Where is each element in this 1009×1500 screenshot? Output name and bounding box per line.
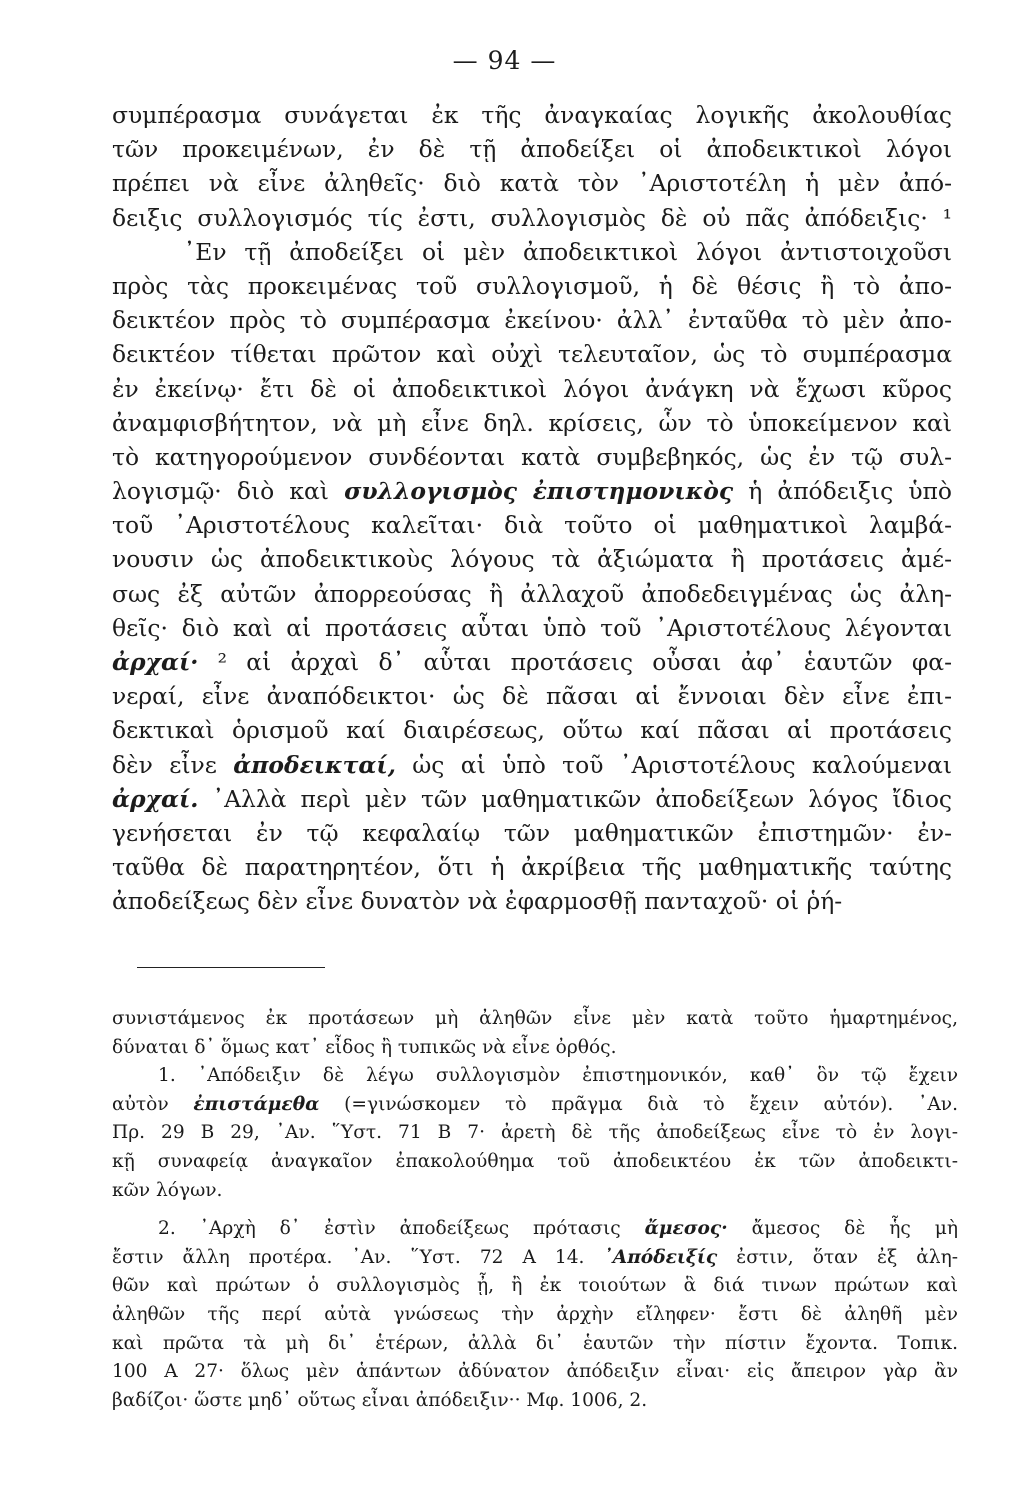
body-line <box>112 748 952 782</box>
footnotes <box>112 1005 958 1415</box>
body-line: γενήσεται ἐν τῷ κεφαλαίῳ τῶν μαθηματικῶν ἐπιστημῶν· ἐν- <box>112 818 952 847</box>
note-line: θῶν καὶ πρώτων ὁ συλλογισμὸς ᾖ, ἢ ἐκ τοιούτων ἃ διά τινων πρώτων καὶ <box>112 1275 958 1297</box>
note-line: κῇ συναφείᾳ ἀναγκαῖον ἐπακολούθημα τοῦ ἀποδεικτέου ἐκ τῶν ἀποδεικτι- <box>112 1150 958 1172</box>
note-line: κῶν λόγων. <box>112 1179 223 1201</box>
note-line: 100 Α 27· ὅλως μὲν ἁπάντων ἀδύνατον ἀπόδειξιν εἶναι· εἰς ἄπειρον γὰρ ἂν <box>112 1361 958 1383</box>
body-text-span: δὲν εἶνε <box>112 750 234 779</box>
body-line: δεικτέον πρὸς τὸ συμπέρασμα ἐκείνου· ἀλλ᾽ ἐνταῦθα τὸ μὲν ἀπο- <box>112 306 952 335</box>
note-line: βαδίζοι· ὥστε μηδ᾽ οὕτως εἶναι ἀπόδειξιν·· Μφ. 1006, 2. <box>112 1389 648 1411</box>
note-text-span: ἄμεσος δὲ ἧς μὴ <box>727 1218 958 1240</box>
footnote-1-line: 1. ᾿Απόδειξιν δὲ λέγω συλλογισμὸν ἐπιστημονικόν, καθ᾽ ὃν τῷ ἔχειν <box>158 1065 958 1087</box>
body-line: ἀναμφισβήτητον, νὰ μὴ εἶνε δηλ. κρίσεις, ὧν τὸ ὑποκείμενον καὶ <box>112 408 952 437</box>
body-line: τῶν προκειμένων, ἐν δὲ τῇ ἀποδείξει οἱ ἀποδεικτικοὶ λόγοι <box>112 135 952 164</box>
emphasis-term: ἀρχαί. <box>112 784 199 813</box>
body-line <box>112 782 952 816</box>
note-text-span: αὐτὸν <box>112 1093 194 1115</box>
footnote-2-line <box>112 1215 958 1244</box>
note-text-span: 2. ᾿Αρχὴ δ᾽ ἐστὶν ἀποδείξεως πρότασις <box>158 1218 645 1240</box>
body-line: τὸ κατηγορούμενον συνδέονται κατὰ συμβεβηκός, ὡς ἐν τῷ συλ- <box>112 442 952 471</box>
page-number: — 94 — <box>452 46 557 75</box>
main-text <box>112 98 952 919</box>
body-line: ἀποδείξεως δὲν εἶνε δυνατὸν νὰ ἐφαρμοσθῇ πανταχοῦ· οἱ ῥή- <box>112 887 843 916</box>
note-line: δύναται δ᾽ ὅμως κατ᾽ εἶδος ἢ τυπικῶς νὰ εἶνε ὀρθός. <box>112 1036 617 1058</box>
body-line: δεκτικαὶ ὁρισμοῦ καί διαιρέσεως, οὕτω καί πᾶσαι αἱ προτάσεις <box>112 716 952 745</box>
body-line: σως ἐξ αὐτῶν ἀπορρεούσας ἢ ἀλλαχοῦ ἀποδεδειγμένας ὡς ἀλη- <box>112 579 952 608</box>
body-line: πρὸς τὰς προκειμένας τοῦ συλλογισμοῦ, ἡ δὲ θέσις ἢ τὸ ἀπο- <box>112 271 952 300</box>
body-line: συμπέρασμα συνάγεται ἐκ τῆς ἀναγκαίας λογικῆς ἀκολουθίας <box>112 101 952 129</box>
body-line: δειξις συλλογισμός τίς ἐστι, συλλογισμὸς δὲ οὐ πᾶς ἀπόδειξις· ¹ <box>112 203 952 232</box>
body-line <box>112 474 952 508</box>
note-line: καὶ πρῶτα τὰ μὴ δι᾽ ἑτέρων, ἀλλὰ δι᾽ ἑαυτῶν τὴν πίστιν ἔχοντα. Τοπικ. <box>112 1332 958 1354</box>
body-line: νεραί, εἶνε ἀναπόδεικτοι· ὡς δὲ πᾶσαι αἱ ἔννοιαι δὲν εἶνε ἐπι- <box>112 682 952 711</box>
note-text-span: (=γινώσκομεν τὸ πρᾶγμα διὰ τὸ ἔχειν αὐτόν). ᾿Αν. <box>319 1093 958 1115</box>
emphasis-term: ἄμεσος· <box>644 1218 728 1240</box>
note-line: συνιστάμενος ἐκ προτάσεων μὴ ἀληθῶν εἶνε μὲν κατὰ τοῦτο ἡμαρτημένος, <box>112 1008 958 1029</box>
body-text-span: ἡ ἀπόδειξις ὑπὸ <box>733 477 952 506</box>
emphasis-term: ἀποδεικταί, <box>233 750 396 779</box>
body-line: δεικτέον τίθεται πρῶτον καὶ οὐχὶ τελευταῖον, ὡς τὸ συμπέρασμα <box>112 340 952 369</box>
body-text-span: ² αἱ ἀρχαὶ δ᾽ αὗται προτάσεις οὖσαι ἀφ᾽ ἑαυτῶν φα- <box>198 648 952 676</box>
body-text-span: ὡς αἱ ὑπὸ τοῦ ᾿Αριστοτέλους καλούμεναι <box>395 750 952 779</box>
emphasis-term: ἀρχαί· <box>112 648 199 676</box>
note-line <box>112 1244 958 1273</box>
body-line: ταῦθα δὲ παρατηρητέον, ὅτι ἡ ἀκρίβεια τῆς μαθηματικῆς ταύτης <box>112 853 952 882</box>
body-line: ᾿Εν τῇ ἀποδείξει οἱ μὲν ἀποδεικτικοὶ λόγοι ἀντιστοιχοῦσι <box>112 237 952 266</box>
body-line: τοῦ ᾿Αριστοτέλους καλεῖται· διὰ τοῦτο οἱ μαθηματικοὶ λαμβά- <box>112 511 952 540</box>
body-text-span: λογισμῷ· διὸ καὶ <box>112 477 345 506</box>
emphasis-term: ἐπιστάμεθα <box>193 1093 320 1115</box>
body-text-span: ᾿Αλλὰ περὶ μὲν τῶν μαθηματικῶν ἀποδείξεων λόγος ἴδιος <box>198 784 952 813</box>
emphasis-term: συλλογισμὸς ἐπιστημονικὸς <box>344 477 734 506</box>
body-line: νουσιν ὡς ἀποδεικτικοὺς λόγους τὰ ἀξιώματα ἢ προτάσεις ἀμέ- <box>112 545 952 574</box>
footnote-rule <box>137 967 325 968</box>
note-text-span: ἐστιν, ὅταν ἐξ ἀλη- <box>717 1246 958 1268</box>
body-line <box>112 645 952 679</box>
body-line: πρέπει νὰ εἶνε ἀληθεῖς· διὸ κατὰ τὸν ᾿Αριστοτέλη ἡ μὲν ἀπό- <box>112 169 952 198</box>
note-line <box>112 1091 958 1120</box>
body-line: ἐν ἐκείνῳ· ἔτι δὲ οἱ ἀποδεικτικοὶ λόγοι ἀνάγκη νὰ ἔχωσι κῦρος <box>112 374 952 403</box>
body-line: θεῖς· διὸ καὶ αἱ προτάσεις αὗται ὑπὸ τοῦ ᾿Αριστοτέλους λέγονται <box>112 613 952 642</box>
note-gap <box>112 1205 958 1215</box>
note-line: Πρ. 29 Β 29, ᾿Αν. ῞Υστ. 71 Β 7· ἀρετὴ δὲ τῆς ἀποδείξεως εἶνε τὸ ἐν λογι- <box>112 1122 958 1144</box>
emphasis-term: ᾿Απόδειξίς <box>603 1246 718 1268</box>
note-text-span: ἔστιν ἄλλη προτέρα. ᾿Αν. ῞Υστ. 72 Α 14. <box>112 1246 604 1268</box>
note-line: ἀληθῶν τῆς περί αὐτὰ γνώσεως τὴν ἀρχὴν εἴληφεν· ἔστι δὲ ἀληθῆ μὲν <box>112 1303 958 1325</box>
